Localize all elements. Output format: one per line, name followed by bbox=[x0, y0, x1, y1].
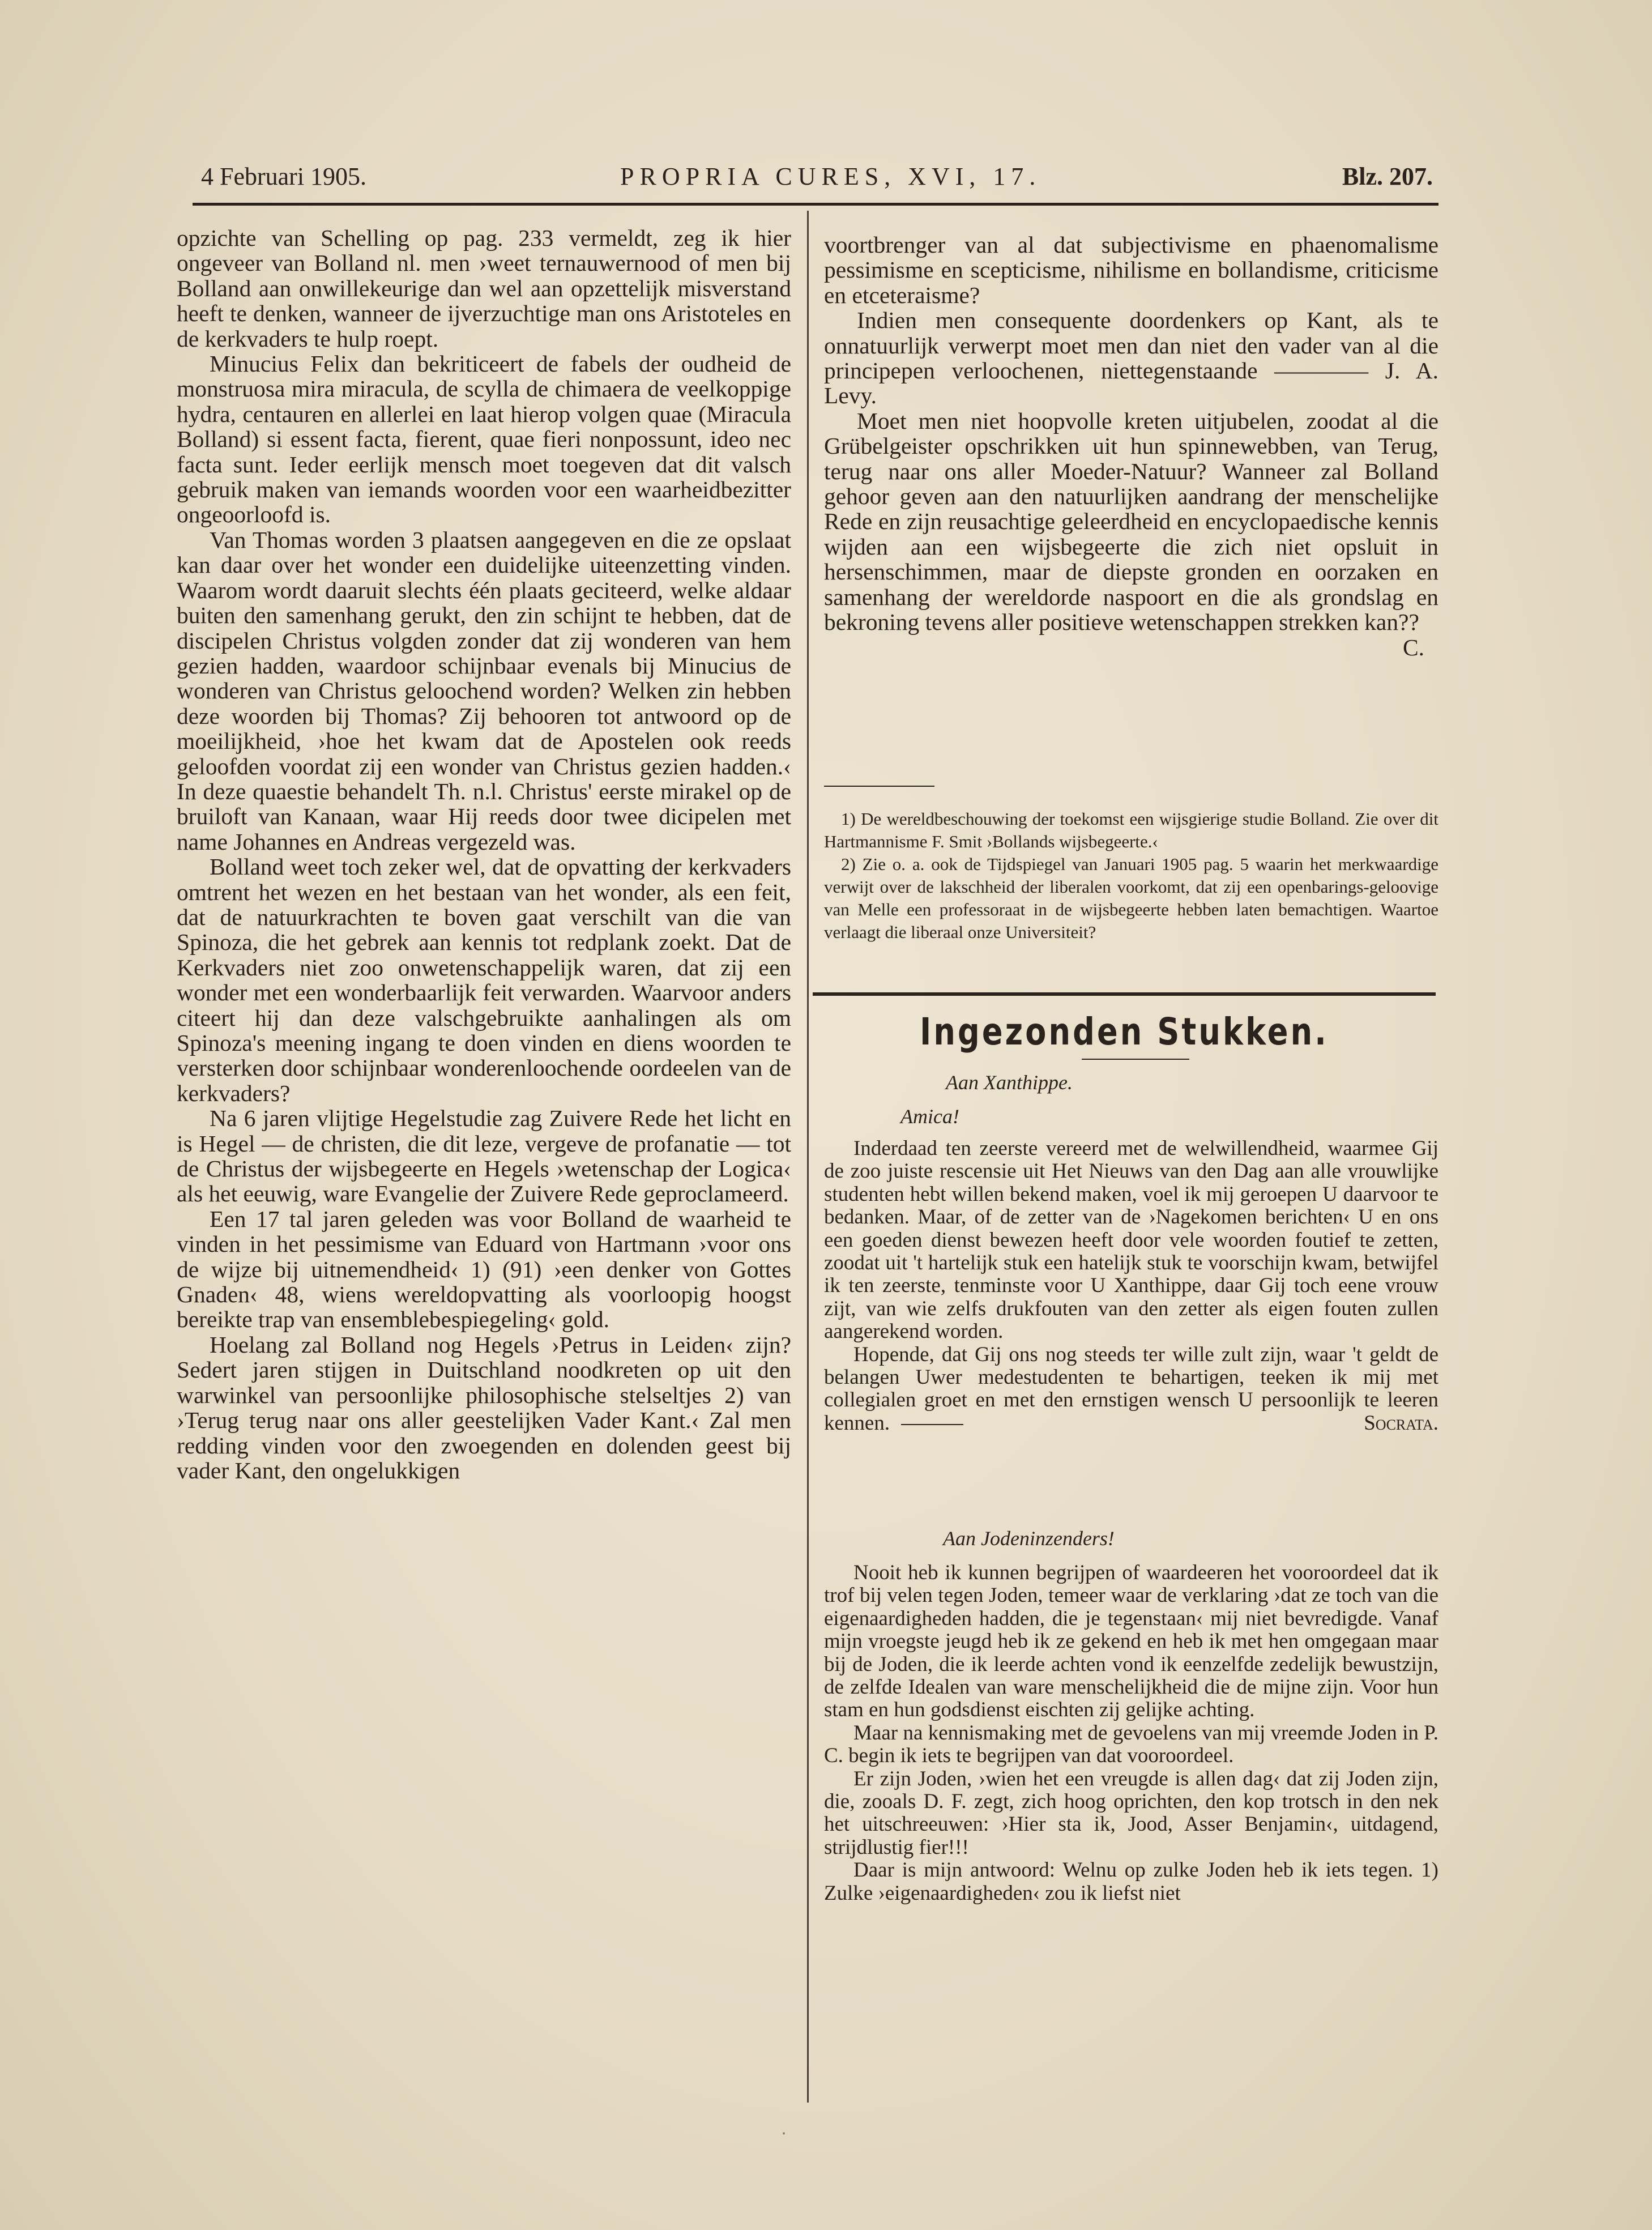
paragraph: Bolland weet toch zeker wel, dat de opvatting der kerkvaders omtrent het wezen en het bestaan van het wonder, als een feit, dat de natuurkrachten te boven gaat verschilt van die van Spinoza, die het gebrek aan kennis tot redplank zoekt. Dat de Kerkvaders niet zoo onwetenschappelijk waren, dat zij een wonder met een wonderbaarlijk feit verwarden. Waarvoor anders citeert hij dan deze valschgebruikte aanhalingen als om Spinoza's meening ingang te doen vinden en diens woorden te versterken door schijnbaar wonderenloochende oordeelen van de kerkvaders? bbox=[177, 854, 791, 1106]
article-signature: C. bbox=[1402, 634, 1424, 660]
page-mark: ⸱ bbox=[782, 2124, 787, 2144]
paragraph: voortbrenger van al dat subjectivisme en phaenomalisme pessimisme en scepticisme, nihilisme en bollandisme, criticisme en etceteraisme? bbox=[824, 232, 1438, 308]
footnote: 2) Zie o. a. ook de Tijdspiegel van Januari 1905 pag. 5 waarin het merkwaardige verwijt over de lakschheid der liberalen voorkomt, dat zij een openbarings-geloovige van Melle een professoraat in de wijsbegeerte hebben laten bemachtigen. Waartoe verlaagt die liberaal onze Universiteit? bbox=[824, 854, 1438, 942]
right-column bbox=[824, 232, 1438, 660]
letter-paragraph: Nooit heb ik kunnen begrijpen of waardeeren het vooroordeel dat ik trof bij velen tegen Joden, temeer waar de verklaring ›dat ze toch van die eigenaardigheden hadden, die je tegenstaan‹ mij niet bevredigde. Vanaf mijn vroegste jeugd heb ik ze gekend en heb ik met hen omgegaan maar bij de Joden, die ik leerde achten vond ik eenzelfde zedelijk bewustzijn, de zelfde Idealen van ware menschelijkheid die de mijne zijn. Voor hun stam en hun godsdienst eischten zij gelijke achting. bbox=[824, 1561, 1438, 1722]
letter-paragraph: Er zijn Joden, ›wien het een vreugde is allen dag‹ dat zij Joden zijn, die, zooals D. F. zegt, zich hoog oprichten, den kop trotsch in den nek het uitschreeuwen: ›Hier sta ik, Jood, Asser Benjamin‹, uitdagend, strijdlustig fier!!! bbox=[824, 1767, 1438, 1859]
section-rule bbox=[813, 992, 1436, 996]
header-title: PROPRIA CURES, XVI, 17. bbox=[620, 163, 1041, 190]
page-header bbox=[201, 157, 1433, 198]
paragraph: opzichte van Schelling op pag. 233 vermeldt, zeg ik hier ongeveer van Bolland nl. men ›weet ternauwernood of men bij Bolland aan onwillekeurige dan wel aan opzettelijk misverstand heeft te denken, wanneer de ijverzuchtige man ons Aristoteles en de kerkvaders te hulp roept. bbox=[177, 225, 791, 352]
column-divider bbox=[807, 211, 809, 2103]
letter-greeting: Amica! bbox=[900, 1105, 959, 1128]
header-rule bbox=[193, 203, 1438, 206]
header-date: 4 Februari 1905. bbox=[201, 163, 367, 190]
paragraph: Een 17 tal jaren geleden was voor Bolland de waarheid te vinden in het pessimisme van Eduard von Hartmann ›voor ons de wijze bij uitnemendheid‹ 1) (91) ›een denker von Gottes Gnaden‹ 48, wiens wereldopvatting als voorloopig hoogst bereikte trap van ensemblebespiegeling‹ gold. bbox=[177, 1205, 791, 1333]
letter-paragraph bbox=[824, 1344, 1438, 1435]
letter-paragraph: Inderdaad ten zeerste vereerd met de welwillendheid, waarmee Gij de zoo juiste rescensie uit Het Nieuws van den Dag aan alle vrouwlijke studenten hebt willen bekend maken, voel ik mij geroepen U daarvoor te bedanken. Maar, of de zetter van de ›Nagekomen berichten‹ U en ons een goeden dienst bewezen heeft door vele woorden foutief te zetten, zoodat uit 't hartelijk stuk een hatelijk stuk te voorschijn kwam, betwijfel ik ten zeerste, tenminste voor U Xanthippe, daar Gij toch eene vrouw zijt, van wie zelfs drukfouten van den zetter als eigen fouten zullen aangerekend worden. bbox=[824, 1137, 1438, 1344]
header-page-number: Blz. 207. bbox=[1342, 163, 1433, 190]
paragraph: Hoelang zal Bolland nog Hegels ›Petrus in Leiden‹ zijn? Sedert jaren stijgen in Duitschland noodkreten op uit den warwinkel van persoonlijke philosophische stelseltjes 2) van ›Terug terug naar ons aller geestelijken Vader Kant.‹ Zal men redding vinden voor den zwoegenden en dolenden geest bij vader Kant, den ongelukkigen bbox=[177, 1331, 791, 1483]
footnote-rule bbox=[824, 786, 934, 787]
footnote: 1) De wereldbeschouwing der toekomst een wijsgierige studie Bolland. Zie over dit Hartmannisme F. Smit ›Bollands wijsbegeerte.‹ bbox=[824, 809, 1438, 851]
letter-text: Hopende, dat Gij ons nog steeds ter wille zult zijn, waar 't geldt de belangen Uwer medestudenten te behartigen, teeken ik mij met collegialen groet en met den ernstigen wensch U persoonlijk te leeren kennen. bbox=[824, 1342, 1438, 1435]
left-column bbox=[177, 225, 791, 1483]
section-title: Ingezonden Stukken. bbox=[920, 1010, 1329, 1054]
paragraph: Moet men niet hoopvolle kreten uitjubelen, zoodat al die Grübelgeister opschrikken uit hun spinnewebben, van Terug, terug naar ons aller Moeder-Natuur? Wanneer zal Bolland gehoor geven aan den natuurlijken aandrang der menschelijke Rede en zijn reusachtige geleerdheid en encyclopaedische kennis wijden aan een wijsbegeerte die zich niet opsluit in hersenschimmen, maar de diepste gronden en oorzaken en samenhang der wereldorde naspoort en die als grondslag en bekroning tevens aller positieve wetenschappen strekken kan?? bbox=[824, 407, 1438, 636]
paragraph: Indien men consequente doordenkers op Kant, als te onnatuurlijk verwerpt moet men dan niet den vader van al die principepen verloochenen, niettegenstaande ———— J. A. Levy. bbox=[824, 307, 1438, 409]
letter-addressee: Aan Jodeninzenders! bbox=[943, 1527, 1115, 1550]
letter-paragraph: Maar na kennismaking met de gevoelens van mij vreemde Joden in P. C. begin ik iets te begrijpen van dat vooroordeel. bbox=[824, 1721, 1438, 1768]
letter-paragraph: Daar is mijn antwoord: Welnu op zulke Joden heb ik iets tegen. 1) Zulke ›eigenaardigheden‹ zou ik liefst niet bbox=[824, 1858, 1438, 1905]
paragraph: Van Thomas worden 3 plaatsen aangegeven en die ze opslaat kan daar over het wonder een duidelijke uiteenzetting vinden. Waarom wordt daaruit slechts één plaats geciteerd, welke aldaar buiten den samenhang gerukt, den zin schijnt te hebben, dat de discipelen Christus volgden zonder dat zij wonderen van hem gezien hadden, waardoor schijnbaar evenals bij Minucius de wonderen van Christus geloochend worden? Welken zin hebben deze woorden bij Thomas? Zij behooren tot antwoord op de moeilijkheid, ›hoe het kwam dat de Apostelen ook reeds geloofden voordat zij een wonder van Christus gezien hadden.‹ In deze quaestie behandelt Th. n.l. Christus' eerste mirakel op de bruiloft van Kanaan, waar Hij reeds door twee dicipelen met name Johannes en Andreas vergezeld was. bbox=[177, 526, 791, 855]
letter-addressee: Aan Xanthippe. bbox=[946, 1071, 1073, 1094]
letter-signature: Socrata. bbox=[1364, 1411, 1438, 1435]
footnotes bbox=[824, 808, 1438, 944]
letter-xanthippe bbox=[824, 1137, 1438, 1435]
end-line bbox=[901, 1424, 963, 1425]
letter-jodeninzenders bbox=[824, 1562, 1438, 1905]
paragraph: Minucius Felix dan bekriticeert de fabels der oudheid de monstruosa mira miracula, de scylla de chimaera de veelkoppige hydra, centauren en allerlei en laat hierop volgen quae (Miracula Bolland) si essent facta, fierent, quae fieri nonpossunt, ideo nec facta sunt. Ieder eerlijk mensch moet toegeven dat dit valsch gebruik maken van iemands woorden voor een waarheidbezitter ongeoorloofd is. bbox=[177, 351, 791, 528]
paragraph: Na 6 jaren vlijtige Hegelstudie zag Zuivere Rede het licht en is Hegel — de christen, die dit leze, vergeve de profanatie — tot de Christus der wijsbegeerte en Hegels ›wetenschap der Logica‹ als het eeuwig, ware Evangelie der Zuivere Rede geproclameerd. bbox=[177, 1105, 791, 1207]
section-title-underline bbox=[1082, 1059, 1189, 1060]
